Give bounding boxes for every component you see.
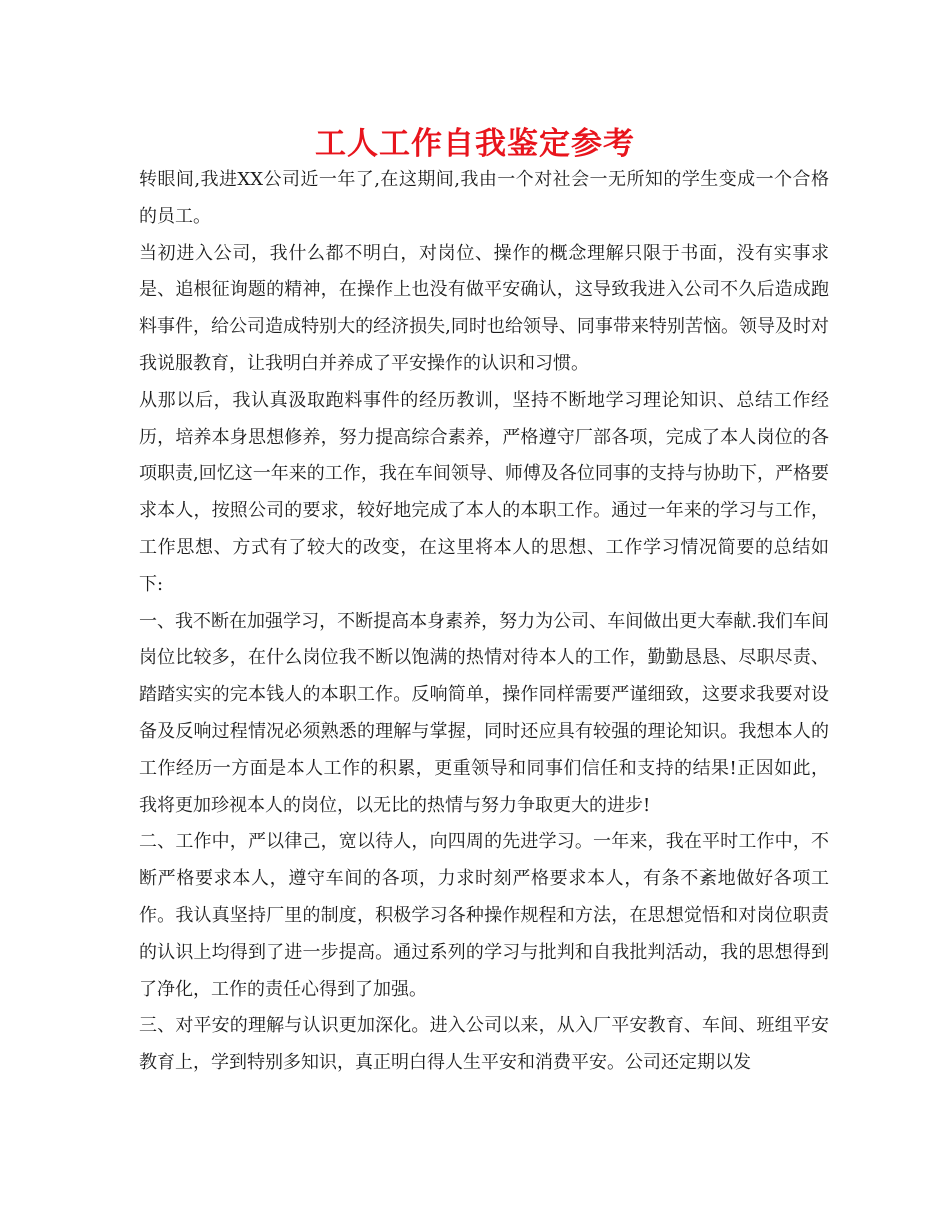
- paragraph-point-two: 二、工作中，严以律己，宽以待人，向四周的先进学习。一年来，我在平时工作中，不断严格要求本人，遵守车间的各项，力求时刻严格要求本人，有条不紊地做好各项工作。我认真坚持厂里的制度，积极学习各种操作规程和方法，在思想觉悟和对岗位职责的认识上均得到了进一步提高。通过系列的学习与批判和自我批判活动，我的思想得到了净化，工作的责任心得到了加强。: [139, 831, 829, 1000]
- document-body: [139, 162, 829, 1082]
- paragraph-point-one: 一、我不断在加强学习，不断提高本身素养，努力为公司、车间做出更大奉献.我们车间岗位比较多，在什么岗位我不断以饱满的热情对待本人的工作，勤勤恳恳、尽职尽责、踏踏实实的完本钱人的本职工作。反响简单，操作同样需要严谨细致，这要求我要对设备及反响过程情况必须熟悉的理解与掌握，同时还应具有较强的理论知识。我想本人的工作经历一方面是本人工作的积累，更重领导和同事们信任和支持的结果!正因如此，我将更加珍视本人的岗位，以无比的热情与努力争取更大的进步!: [139, 610, 829, 816]
- paragraph-early-days: 当初进入公司，我什么都不明白，对岗位、操作的概念理解只限于书面，没有实事求是、追根征询题的精神，在操作上也没有做平安确认，这导致我进入公司不久后造成跑料事件，给公司造成特别大的经济损失,同时也给领导、同事带来特别苦恼。领导及时对我说服教育，让我明白并养成了平安操作的认识和习惯。: [139, 242, 829, 374]
- paragraph-since-then: 从那以后，我认真汲取跑料事件的经历教训，坚持不断地学习理论知识、总结工作经历，培养本身思想修养，努力提高综合素养，严格遵守厂部各项，完成了本人岗位的各项职责,回忆这一年来的工作，我在车间领导、师傅及各位同事的支持与协助下，严格要求本人，按照公司的要求，较好地完成了本人的本职工作。通过一年来的学习与工作，工作思想、方式有了较大的改变，在这里将本人的思想、工作学习情况简要的总结如下:: [139, 389, 829, 595]
- paragraph-intro: 转眼间,我进XX公司近一年了,在这期间,我由一个对社会一无所知的学生变成一个合格的员工。: [139, 169, 829, 227]
- paragraph-point-three: 三、对平安的理解与认识更加深化。进入公司以来，从入厂平安教育、车间、班组平安教育上，学到特别多知识，真正明白得人生平安和消费平安。公司还定期以发: [139, 1015, 829, 1074]
- document-title: 工人工作自我鉴定参考: [315, 126, 635, 162]
